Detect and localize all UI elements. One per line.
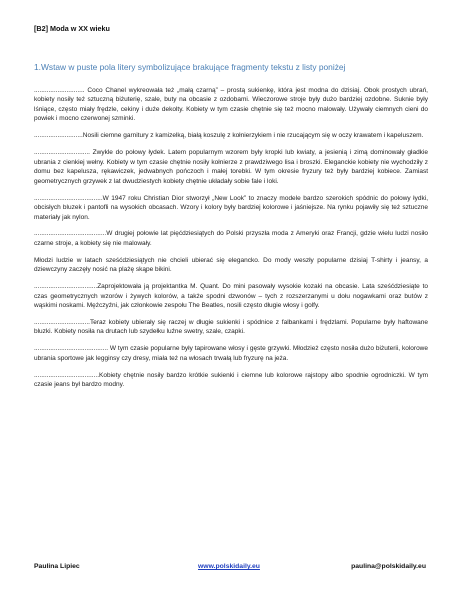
footer-author: Paulina Lipiec <box>34 563 80 570</box>
paragraph-6: Młodzi ludzie w latach sześćdziesiątych nie chcieli ubierać się elegancko. Do mody weszły popularne dzisiaj T-shirty i jeansy, a dziewczyny zaczęły nosić na plażę skąpe bikini. <box>34 256 428 274</box>
paragraph-1: ............................ Coco Chanel wykreowała też „małą czarną” – prostą sukienkę, która jest modna do dzisiaj. Obok prostych ubrań, kobiety nosiły też sztuczną biżuterię, szale, buty na obcasie z ozdobami. Wieczorowe stroje były dużo bardziej ozdobne. Suknie były lśniące, często miały frędzle, cekiny i duże dekolty. Kobiety w tym czasie chętnie się też mocno malowały. Używały ciemnych cieni do powiek i mocno czerwonej szminki. <box>34 87 428 123</box>
paragraph-10: ....................................Kobiety chętnie nosiły bardzo krótkie sukienki i ciemne lub kolorowe rajstopy albo spodnie ogrodniczki. W tym czasie jeans był bardzo modny. <box>34 371 428 389</box>
footer-website-link[interactable]: www.polskidaily.eu <box>198 563 260 570</box>
page-header: [B2] Moda w XX wieku <box>34 24 110 33</box>
document-body <box>34 86 428 397</box>
footer-email: paulina@polskidaily.eu <box>351 563 426 570</box>
paragraph-7: ...................................Zaprojektowała ją projektantka M. Quant. Do mini pasowały wysokie kozaki na obcasie. Lata sześćdziesiąte to czas geometrycznych wzorów i żywych kolorów, a także spodni dzwonów – tych z rozszerzanymi u dołu nogawkami oraz butów z wąskimi noskami. Mężczyźni, jak członkowie zespołu The Beatles, nosili często długie włosy i golfy. <box>34 283 428 310</box>
exercise-title: 1.Wstaw w puste pola litery symbolizujące brakujące fragmenty tekstu z listy poniżej <box>34 62 346 72</box>
paragraph-3: ............................... Zwykle do połowy łydek. Latem popularnym wzorem były kropki lub kwiaty, a jesienią i zimą dominowały gładkie ubrania z cienkiej wełny. Kobiety w tym czasie chętnie nosiły kołnierze z prawdziwego lisa i broszki. Eleganckie kobiety nie wychodziły z domu bez kapelusza, rękawiczek, jedwabnych pończoch i małej torebki. W tym okresie fryzury też były bardziej kobiece. Zamiast geometrycznych grzywek z lat dwudziestych kobiety chętnie układały sobie fale i loki. <box>34 149 428 185</box>
paragraph-8: ...............................Teraz kobiety ubierały się raczej w długie sukienki i spódnice z falbankami i frędzlami. Popularne były haftowane bluzki. Kobiety nosiła na drutach lub szydełku luźne swetry, szale, czapki. <box>34 318 428 336</box>
paragraph-5: ........................................W drugiej połowie lat pięćdziesiątych do Polski przyszła moda z Ameryki oraz Francji, gdzie wielu ludzi nosiło czarne stroje, a kobiety się nie malowały. <box>34 230 428 247</box>
paragraph-9: ......................................... W tym czasie popularne były tapirowane włosy i gęste grzywki. Młodzież często nosiła dużo biżuterii, kolorowe ubrania sportowe jak legginsy czy dresy, miała też na włosach trwałą lub fryzurę na jeża. <box>34 345 428 362</box>
paragraph-2: ...........................Nosili ciemne garnitury z kamizelką, białą koszulę z kołnierzykiem i nie rzucającym się w oczy krawatem i kapeluszem. <box>34 132 424 140</box>
paragraph-4: ......................................W 1947 roku Christian Dior stworzył „New Look” to znaczy modele bardzo szerokich spódnic do połowy łydki, obcisłych bluzek i pantofli na wysokich obcasach. Wzory i kolory były bardziej kolorowe i jaśniejsze. Na rynku pojawiły się też sztuczne materiały jak nylon. <box>34 194 428 221</box>
